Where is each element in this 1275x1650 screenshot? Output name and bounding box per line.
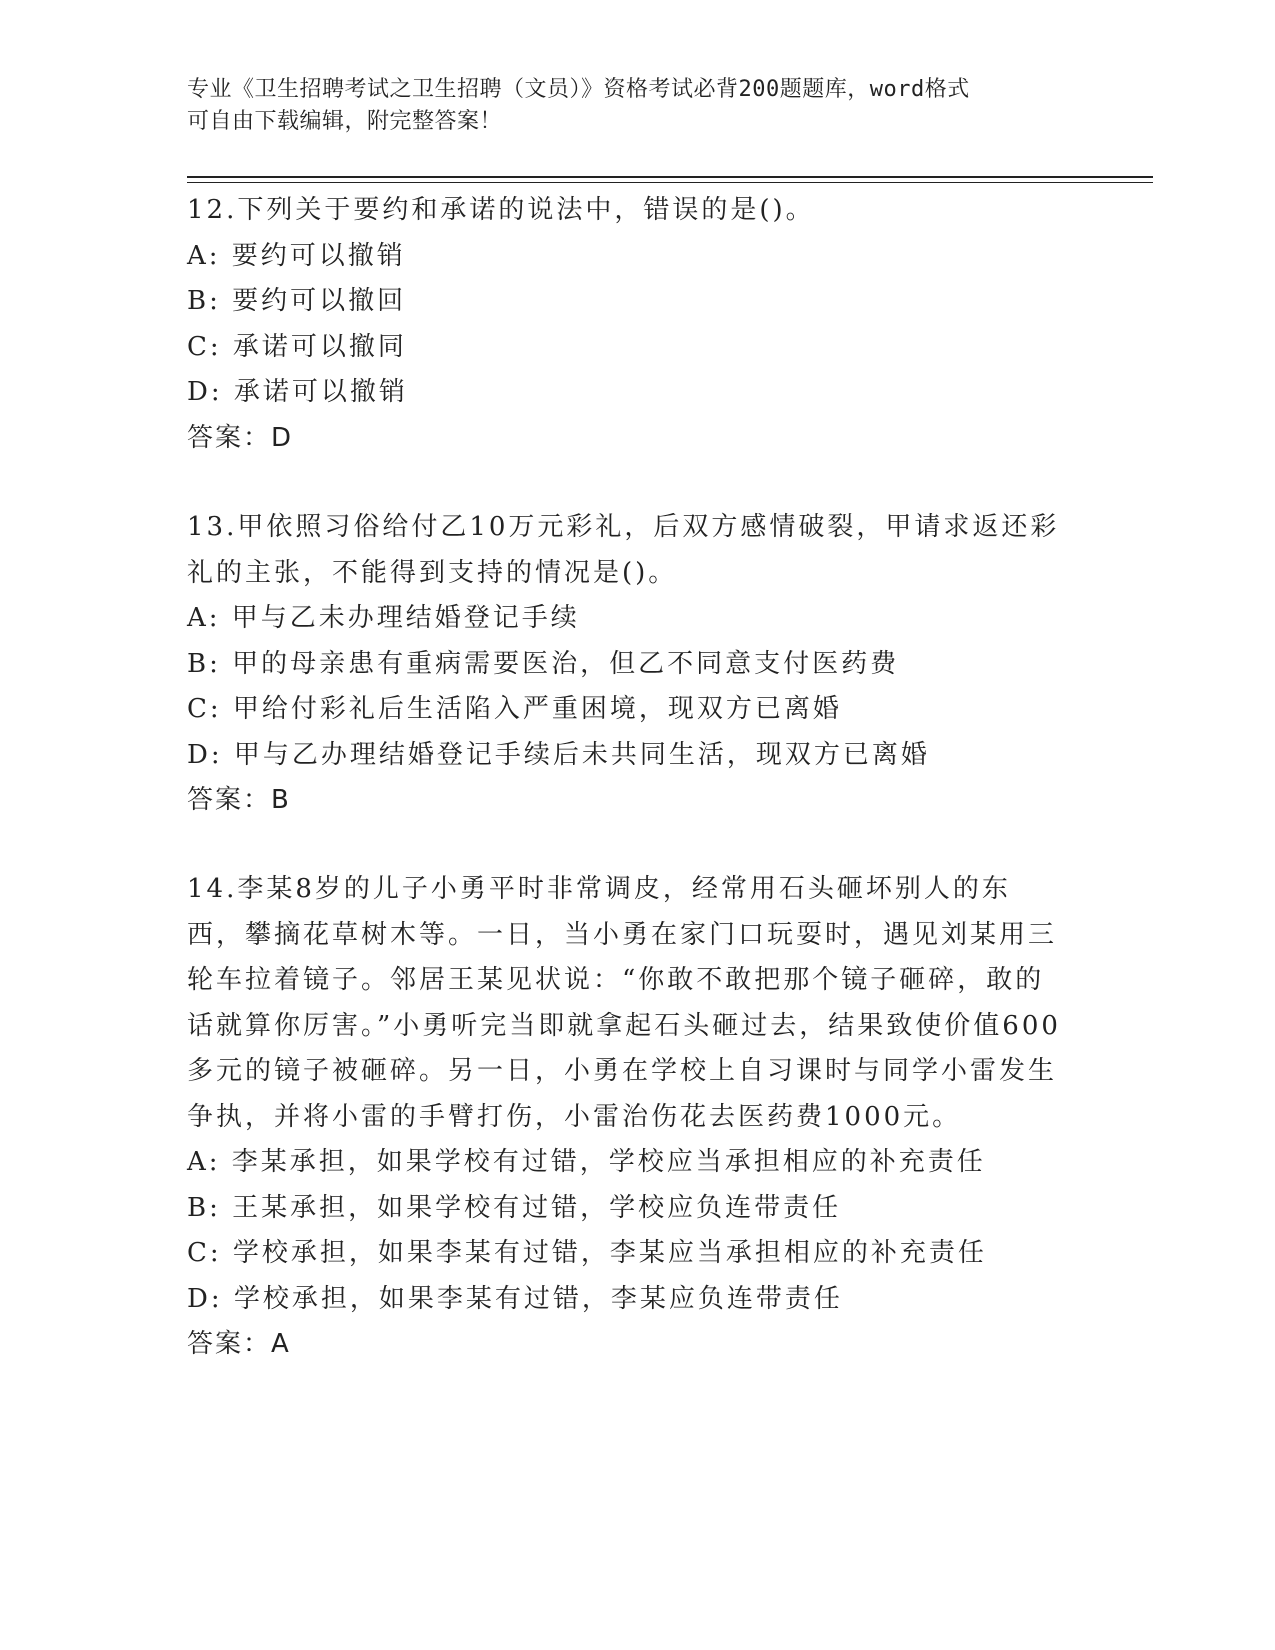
answer-line: 答案：A xyxy=(187,1329,291,1359)
question-12 xyxy=(187,188,1067,461)
question-13 xyxy=(187,505,1067,824)
option-c: C: 学校承担，如果李某有过错，李某应当承担相应的补充责任 xyxy=(187,1238,987,1268)
option-a: A: 甲与乙未办理结婚登记手续 xyxy=(187,603,580,633)
option-a: A: 要约可以撤销 xyxy=(187,240,406,271)
option-b: B: 甲的母亲患有重病需要医治，但乙不同意支付医药费 xyxy=(187,648,900,679)
question-stem: 14.李某8岁的儿子小勇平时非常调皮，经常用石头砸坏别人的东西，攀摘花草树木等。一日，当小勇在家门口玩耍时，遇见刘某用三轮车拉着镜子。邻居王某见状说：“你敢不敢把那个镜子砸碎，敢的话就算你厉害。”小勇听完当即就拿起石头砸过去，结果致使价值600多元的镜子被砸碎。另一日，小勇在学校上自习课时与同学小雷发生争执，并将小雷的手臂打伤，小雷治伤花去医药费1000元。 xyxy=(187,874,1061,1132)
question-14 xyxy=(187,867,1067,1368)
option-c: C: 甲给付彩礼后生活陷入严重困境，现双方已离婚 xyxy=(187,694,842,724)
header-rule-thick xyxy=(187,176,1153,178)
option-c: C: 承诺可以撤同 xyxy=(187,331,407,362)
header-title-line-1: 专业《卫生招聘考试之卫生招聘（文员）》资格考试必背200题题库，word格式 xyxy=(187,77,970,102)
header-title-line-2: 可自由下载编辑，附完整答案！ xyxy=(187,109,503,134)
header-rule-thin xyxy=(187,182,1153,183)
option-d: D: 甲与乙办理结婚登记手续后未共同生活，现双方已离婚 xyxy=(187,739,930,770)
option-d: D: 承诺可以撤销 xyxy=(187,377,408,407)
question-stem: 13.甲依照习俗给付乙10万元彩礼，后双方感情破裂，甲请求返还彩礼的主张，不能得到支持的情况是()。 xyxy=(187,512,1060,588)
answer-line: 答案：B xyxy=(187,785,291,815)
option-b: B: 要约可以撤回 xyxy=(187,286,407,316)
option-b: B: 王某承担，如果学校有过错，学校应负连带责任 xyxy=(187,1192,842,1223)
question-stem: 12.下列关于要约和承诺的说法中，错误的是()。 xyxy=(187,195,815,225)
option-d: D: 学校承担，如果李某有过错，李某应负连带责任 xyxy=(187,1283,843,1314)
option-a: A: 李某承担，如果学校有过错，学校应当承担相应的补充责任 xyxy=(187,1147,986,1177)
document-header xyxy=(187,74,1067,138)
answer-line: 答案：D xyxy=(187,422,294,453)
